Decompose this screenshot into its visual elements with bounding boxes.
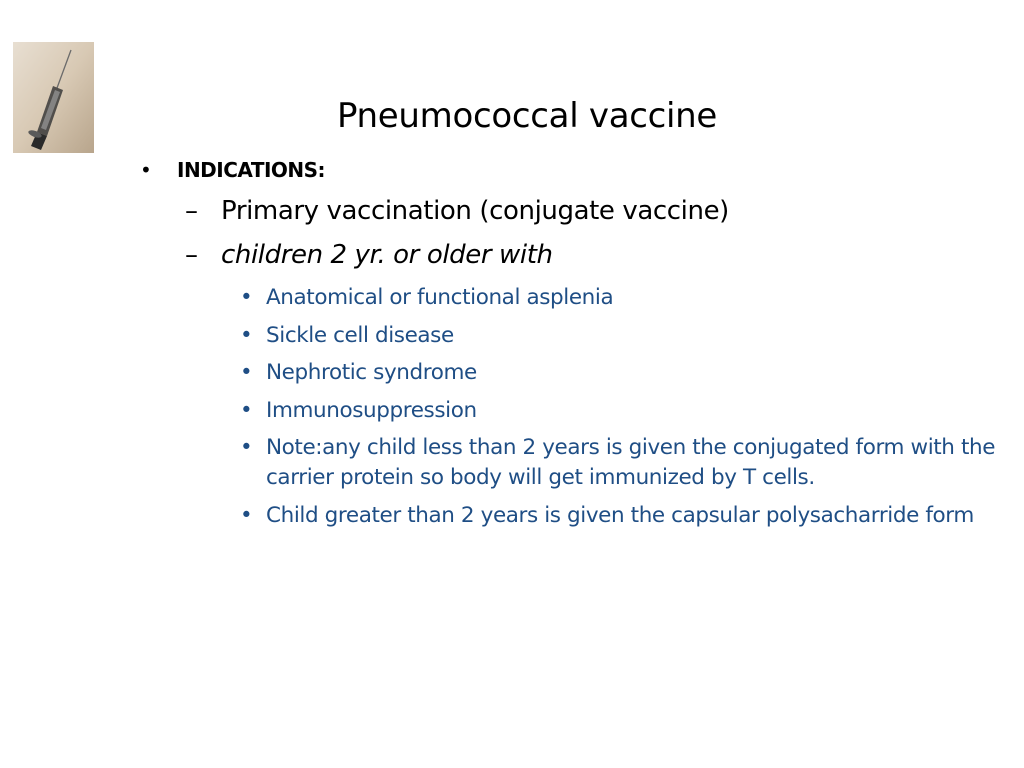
- list-item: [240, 283, 1000, 313]
- condition-text: Nephrotic syndrome: [266, 360, 477, 385]
- dash-marker: –: [185, 196, 198, 226]
- bullet-marker: •: [140, 158, 152, 182]
- list-item: [240, 396, 1000, 426]
- subitem-primary-vaccination: [185, 196, 729, 226]
- bullet-marker: •: [240, 285, 253, 310]
- subitem-children-older: [185, 240, 553, 270]
- conditions-list: [240, 283, 1000, 538]
- slide-title: Pneumococcal vaccine: [336, 96, 718, 136]
- subitem-text: Primary vaccination (conjugate vaccine): [221, 196, 729, 226]
- bullet-marker: •: [240, 435, 253, 460]
- list-item: [240, 501, 1000, 531]
- bullet-marker: •: [240, 322, 253, 348]
- condition-text: Anatomical or functional asplenia: [266, 285, 614, 310]
- condition-text: Child greater than 2 years is given the capsular polysacharride form: [266, 502, 974, 528]
- bullet-marker: •: [240, 360, 253, 385]
- list-item: [240, 321, 1000, 351]
- subitem-text: children 2 yr. or older with: [221, 240, 553, 270]
- section-heading: INDICATIONS:: [177, 158, 326, 182]
- section-heading-row: [140, 158, 325, 182]
- condition-text: Sickle cell disease: [266, 322, 454, 348]
- condition-text: Note:any child less than 2 years is given the conjugated form with the carrier protein so body will get immunized by T cells.: [266, 435, 996, 490]
- list-item: [240, 358, 1000, 388]
- condition-text: Immunosuppression: [266, 397, 477, 423]
- list-item: [240, 433, 1000, 493]
- bullet-marker: •: [240, 397, 253, 423]
- bullet-marker: •: [240, 502, 253, 528]
- dash-marker: –: [185, 240, 198, 270]
